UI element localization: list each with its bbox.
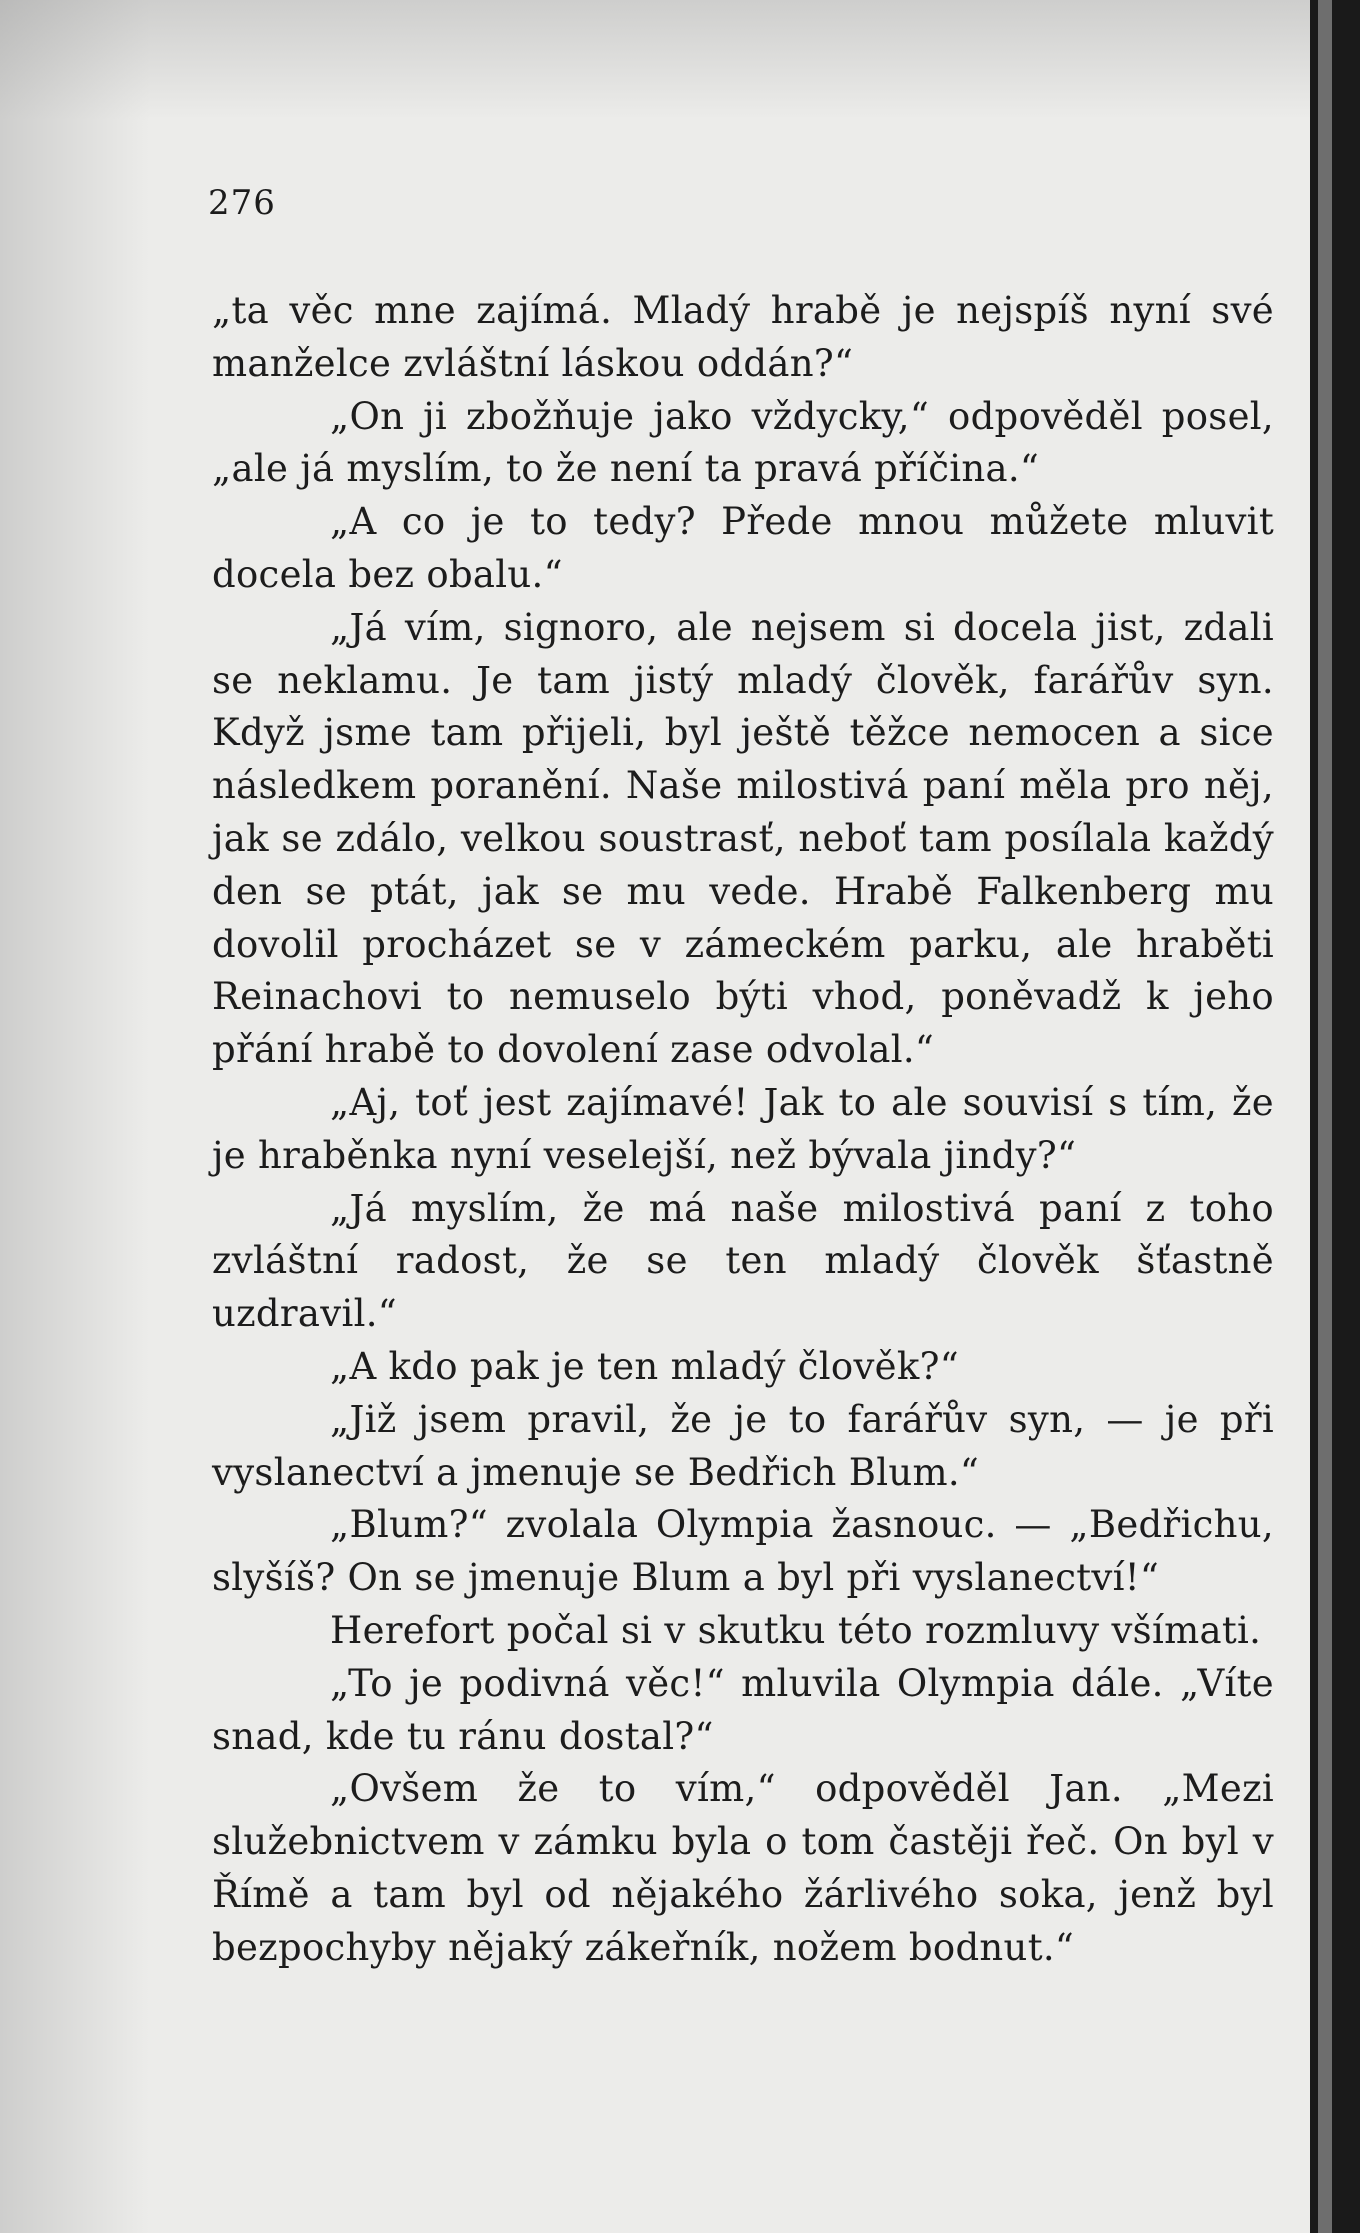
page-number: 276 [208, 183, 276, 223]
paragraph: „Já myslím, že má naše milostivá paní z toho zvláštní radost, že se ten mladý člověk šťastně uzdravil.“ [212, 1186, 1274, 1336]
paragraph: „A co je to tedy? Přede mnou můžete mluvit docela bez obalu.“ [212, 500, 1274, 596]
paragraph: „Ovšem že to vím,“ odpověděl Jan. „Mezi služebnictvem v zámku byla o tom častěji řeč. On byl v Římě a tam byl od nějakého žárlivého soka, jenž byl bezpochyby nějaký zákeřník, nožem bodnut.“ [212, 1767, 1274, 1969]
paragraph: „Blum?“ zvolala Olympia žasnouc. — „Bedřichu, slyšíš? On se jmenuje Blum a byl při vyslanectví!“ [212, 1503, 1274, 1600]
paragraph: „Již jsem pravil, že je to farářův syn, — je při vyslanectví a jmenuje se Bedřich Blum.“ [212, 1397, 1274, 1494]
paragraph: „To je podivná věc!“ mluvila Olympia dále. „Víte snad, kde tu ránu dostal?“ [212, 1661, 1274, 1758]
paragraph: „Já vím, signoro, ale nejsem si docela jist, zdali se neklamu. Je tam jistý mladý člověk, farářův syn. Když jsme tam přijeli, byl ještě těžce nemocen a sice následkem poranění. Naše milostivá paní měla pro něj, jak se zdálo, velkou soustrasť, neboť tam posílala každý den se ptát, jak se mu vede. Hrabě Falkenberg mu dovolil procházet se v zámeckém parku, ale hraběti Reinachovi to nemuselo býti vhod, poněvadž k jeho přání hrabě to dovolení zase odvolal.“ [212, 605, 1274, 1072]
paragraph: Herefort počal si v skutku této rozmluvy všímati. [330, 1608, 1262, 1652]
paragraph: „A kdo pak je ten mladý člověk?“ [330, 1344, 959, 1388]
scan-edge [1310, 0, 1360, 2233]
paragraph: „Aj, toť jest zajímavé! Jak to ale souvisí s tím, že je hraběnka nyní veselejší, než bývala jindy?“ [212, 1080, 1274, 1177]
page-text [212, 285, 1274, 1975]
paragraph: „On ji zbožňuje jako vždycky,“ odpověděl posel, „ale já myslím, to že není ta pravá příčina.“ [212, 394, 1274, 491]
paragraph: „ta věc mne zajímá. Mladý hrabě je nejspíš nyní své manželce zvláštní láskou oddán?“ [212, 289, 1274, 385]
